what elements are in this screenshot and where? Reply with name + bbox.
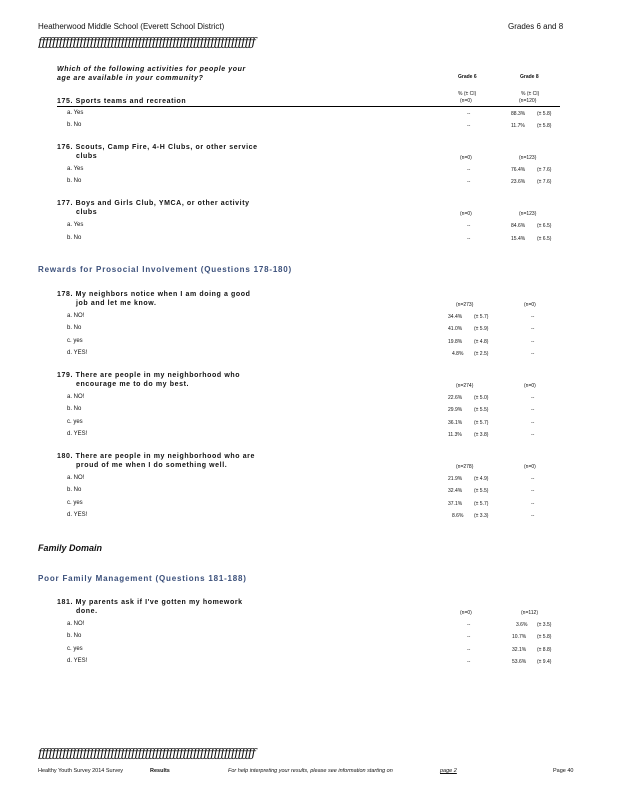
option-label: a. NO! bbox=[67, 475, 85, 481]
option-label: c. yes bbox=[67, 500, 83, 506]
grade6-value: -- bbox=[467, 622, 471, 628]
grade8-value: -- bbox=[531, 351, 535, 357]
footer-survey: Healthy Youth Survey 2014 Survey bbox=[38, 768, 124, 774]
grade8-ci: (± 6.5) bbox=[537, 236, 552, 242]
option-label: a. Yes bbox=[67, 166, 84, 172]
grade8-value: 3.6% bbox=[516, 622, 528, 628]
grade6-value: -- bbox=[467, 111, 471, 117]
intro-question-line1: Which of the following activities for people your bbox=[57, 66, 246, 73]
grade6-value: 36.1% bbox=[448, 420, 463, 426]
domain-heading-family: Family Domain bbox=[38, 543, 103, 553]
grade6-ci: (± 5.7) bbox=[474, 501, 489, 507]
grade6-ci: (± 5.7) bbox=[474, 420, 489, 426]
grade8-ci: (± 7.6) bbox=[537, 179, 552, 185]
n-grade6: (n=273) bbox=[456, 302, 474, 308]
n-grade6: (n=0) bbox=[460, 211, 472, 217]
column-stat-grade6: % (± CI) bbox=[458, 91, 477, 97]
option-label: b. No bbox=[67, 406, 82, 412]
question-text-cont: encourage me to do my best. bbox=[76, 381, 190, 388]
question-text-cont: clubs bbox=[76, 153, 98, 160]
grade8-value: -- bbox=[531, 513, 535, 519]
footer-page-number: Page 40 bbox=[553, 768, 574, 774]
grade6-value: 11.3% bbox=[448, 432, 462, 438]
grade8-value: -- bbox=[531, 432, 535, 438]
n-grade8: (n=123) bbox=[519, 211, 537, 217]
footer-help-text: For help interpreting your results, please see information starting on bbox=[228, 768, 393, 774]
grade6-value: 22.6% bbox=[448, 395, 463, 401]
grade8-value: -- bbox=[531, 314, 535, 320]
grade8-value: 84.6% bbox=[511, 223, 526, 229]
column-stat-grade8: % (± CI) bbox=[521, 91, 540, 97]
grade6-value: 21.9% bbox=[448, 476, 463, 482]
option-label: d. YES! bbox=[67, 512, 88, 518]
grade8-value: -- bbox=[531, 395, 535, 401]
school-header: Heatherwood Middle School (Everett School District) bbox=[38, 22, 225, 31]
n-grade8: (n=120) bbox=[519, 98, 537, 104]
grade8-value: -- bbox=[531, 420, 535, 426]
question-text-cont: job and let me know. bbox=[76, 300, 157, 307]
section-heading-poor-family: Poor Family Management (Questions 181-188) bbox=[38, 574, 247, 583]
grade8-value: -- bbox=[531, 407, 535, 413]
grade8-value: -- bbox=[531, 339, 535, 345]
question-text: 180. There are people in my neighborhood who are bbox=[57, 453, 256, 460]
question-text-cont: done. bbox=[76, 608, 98, 615]
grade6-value: -- bbox=[467, 659, 471, 665]
decorative-rule-bottom: ƒƒƒƒƒƒƒƒƒƒƒƒƒƒƒƒƒƒƒƒƒƒƒƒƒƒƒƒƒƒƒƒƒƒƒƒƒƒƒƒƒƒƒƒƒƒƒƒƒƒƒƒƒƒƒƒƒƒƒƒƒƒƒ bbox=[38, 746, 255, 760]
option-label: b. No bbox=[67, 178, 82, 184]
decorative-rule-top: ƒƒƒƒƒƒƒƒƒƒƒƒƒƒƒƒƒƒƒƒƒƒƒƒƒƒƒƒƒƒƒƒƒƒƒƒƒƒƒƒƒƒƒƒƒƒƒƒƒƒƒƒƒƒƒƒƒƒƒƒƒƒƒ bbox=[38, 35, 255, 49]
option-label: a. NO! bbox=[67, 394, 85, 400]
question-text-cont: proud of me when I do something well. bbox=[76, 462, 228, 469]
grade8-ci: (± 8.8) bbox=[537, 647, 552, 653]
grade6-value: -- bbox=[467, 123, 471, 129]
grade6-value: 29.9% bbox=[448, 407, 463, 413]
footer-help-link[interactable]: page 2 bbox=[440, 768, 457, 774]
n-grade8: (n=123) bbox=[519, 155, 537, 161]
option-label: a. NO! bbox=[67, 621, 85, 627]
grade8-value: -- bbox=[531, 476, 535, 482]
grade8-value: 76.4% bbox=[511, 167, 526, 173]
grade8-ci: (± 9.4) bbox=[537, 659, 552, 665]
grade8-ci: (± 5.8) bbox=[537, 123, 552, 129]
grade6-ci: (± 4.8) bbox=[474, 339, 489, 345]
n-grade6: (n=0) bbox=[460, 610, 472, 616]
n-grade6: (n=0) bbox=[460, 155, 472, 161]
grade6-value: 4.8% bbox=[452, 351, 464, 357]
grade6-value: 8.6% bbox=[452, 513, 464, 519]
option-label: b. No bbox=[67, 487, 82, 493]
grade6-value: -- bbox=[467, 647, 471, 653]
question-text: 176. Scouts, Camp Fire, 4-H Clubs, or other service bbox=[57, 144, 258, 151]
grade8-ci: (± 5.8) bbox=[537, 111, 552, 117]
grade8-ci: (± 7.6) bbox=[537, 167, 552, 173]
grade6-ci: (± 2.5) bbox=[474, 351, 489, 357]
question-text-cont: clubs bbox=[76, 209, 98, 216]
option-label: b. No bbox=[67, 235, 82, 241]
grade8-value: -- bbox=[531, 501, 535, 507]
grade6-ci: (± 5.9) bbox=[474, 326, 489, 332]
option-label: c. yes bbox=[67, 338, 83, 344]
column-header-grade6: Grade 6 bbox=[458, 74, 477, 80]
option-label: a. Yes bbox=[67, 222, 84, 228]
grade6-ci: (± 3.3) bbox=[474, 513, 489, 519]
intro-question-line2: age are available in your community? bbox=[57, 75, 204, 82]
n-grade8: (n=0) bbox=[524, 464, 536, 470]
divider bbox=[57, 106, 560, 107]
grade6-value: -- bbox=[467, 634, 471, 640]
grade8-value: 53.6% bbox=[512, 659, 527, 665]
column-header-grade8: Grade 8 bbox=[520, 74, 539, 80]
option-label: b. No bbox=[67, 122, 82, 128]
grade6-ci: (± 4.9) bbox=[474, 476, 489, 482]
grade6-value: 19.8% bbox=[448, 339, 463, 345]
grade8-ci: (± 5.8) bbox=[537, 634, 552, 640]
n-grade8: (n=112) bbox=[521, 610, 539, 616]
section-heading-rewards: Rewards for Prosocial Involvement (Questions 178-180) bbox=[38, 265, 293, 274]
n-grade6: (n=274) bbox=[456, 383, 474, 389]
option-label: d. YES! bbox=[67, 350, 88, 356]
grade6-ci: (± 5.5) bbox=[474, 407, 489, 413]
grade8-value: 15.4% bbox=[511, 236, 526, 242]
grade8-value: -- bbox=[531, 488, 535, 494]
footer-results: Results bbox=[150, 768, 170, 774]
grades-header: Grades 6 and 8 bbox=[508, 22, 564, 31]
question-text: 179. There are people in my neighborhood who bbox=[57, 372, 241, 379]
question-text: 175. Sports teams and recreation bbox=[57, 98, 187, 105]
grade8-value: 11.7% bbox=[511, 123, 525, 129]
grade8-value: 23.6% bbox=[511, 179, 526, 185]
option-label: d. YES! bbox=[67, 658, 88, 664]
question-text: 177. Boys and Girls Club, YMCA, or other activity bbox=[57, 200, 250, 207]
grade6-ci: (± 5.5) bbox=[474, 488, 489, 494]
grade6-value: -- bbox=[467, 167, 471, 173]
n-grade6: (n=0) bbox=[460, 98, 472, 104]
option-label: b. No bbox=[67, 325, 82, 331]
question-text: 178. My neighbors notice when I am doing a good bbox=[57, 291, 251, 298]
grade8-ci: (± 6.5) bbox=[537, 223, 552, 229]
grade8-value: 10.7% bbox=[512, 634, 527, 640]
n-grade6: (n=278) bbox=[456, 464, 474, 470]
grade8-value: -- bbox=[531, 326, 535, 332]
n-grade8: (n=0) bbox=[524, 383, 536, 389]
option-label: d. YES! bbox=[67, 431, 88, 437]
grade6-ci: (± 3.8) bbox=[474, 432, 489, 438]
option-label: c. yes bbox=[67, 419, 83, 425]
grade6-value: -- bbox=[467, 179, 471, 185]
option-label: a. NO! bbox=[67, 313, 85, 319]
option-label: b. No bbox=[67, 633, 82, 639]
grade6-value: 37.1% bbox=[448, 501, 463, 507]
grade6-ci: (± 5.7) bbox=[474, 314, 489, 320]
option-label: c. yes bbox=[67, 646, 83, 652]
question-text: 181. My parents ask if I've gotten my homework bbox=[57, 599, 243, 606]
grade8-value: 32.1% bbox=[512, 647, 527, 653]
grade6-value: 34.4% bbox=[448, 314, 463, 320]
option-label: a. Yes bbox=[67, 110, 84, 116]
grade6-value: -- bbox=[467, 236, 471, 242]
grade6-value: 32.4% bbox=[448, 488, 463, 494]
n-grade8: (n=0) bbox=[524, 302, 536, 308]
grade6-value: 41.0% bbox=[448, 326, 463, 332]
grade6-ci: (± 5.0) bbox=[474, 395, 489, 401]
grade8-ci: (± 3.5) bbox=[537, 622, 552, 628]
grade8-value: 88.3% bbox=[511, 111, 526, 117]
grade6-value: -- bbox=[467, 223, 471, 229]
